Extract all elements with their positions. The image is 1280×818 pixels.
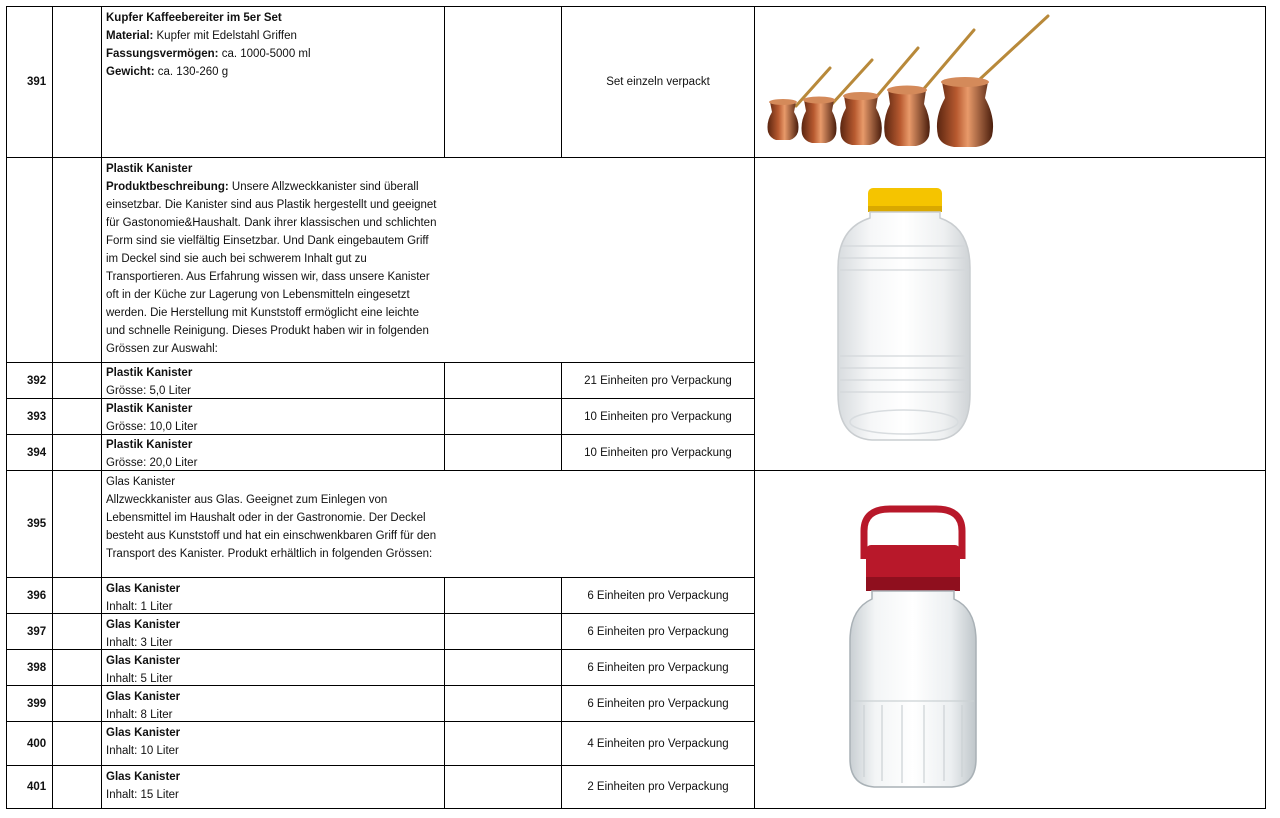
packaging-393: 10 Einheiten pro Verpackung [584, 410, 732, 423]
item-size: Inhalt: 10 Liter [106, 745, 179, 757]
plastic-canister-image [836, 186, 972, 442]
glass-canister-image [846, 505, 980, 789]
weight-label: Gewicht: [106, 66, 155, 78]
description-line: Lebensmittel im Haushalt oder in der Gastronomie. Der Deckel [106, 512, 426, 524]
weight-line [106, 63, 440, 81]
item-title: Glas Kanister [106, 655, 181, 667]
capacity-label: Fassungsvermögen: [106, 48, 219, 60]
item-number-396: 396 [27, 589, 47, 602]
item-number-398: 398 [27, 661, 47, 674]
item-title: Glas Kanister [106, 583, 181, 595]
item-number-394: 394 [27, 446, 47, 459]
item-description-399 [102, 686, 444, 721]
description-line: für Gastonomie&Haushalt. Dank ihrer klassischen und schlichten [106, 217, 437, 229]
packaging-392: 21 Einheiten pro Verpackung [584, 374, 732, 387]
item-title: Plastik Kanister [106, 439, 193, 451]
item-description-396 [102, 578, 444, 613]
plastic-kanister-intro [102, 158, 444, 362]
description-line: oft in der Küche zur Lagerung von Lebensmitteln eingesetzt [106, 289, 410, 301]
item-description-395 [102, 471, 444, 577]
packaging-400: 4 Einheiten pro Verpackung [587, 737, 729, 750]
material-label: Material: [106, 30, 154, 42]
packaging-399: 6 Einheiten pro Verpackung [587, 697, 729, 710]
item-description-397 [102, 614, 444, 649]
material-value: Kupfer mit Edelstahl Griffen [156, 30, 297, 42]
item-number-401: 401 [27, 781, 47, 793]
item-size: Inhalt: 15 Liter [106, 789, 179, 801]
item-number-395: 395 [27, 518, 47, 530]
description-line: werden. Die Herstellung mit Kunststoff ermöglicht eine leichte [106, 307, 419, 319]
item-size: Inhalt: 1 Liter [106, 601, 173, 613]
item-size: Inhalt: 5 Liter [106, 673, 173, 685]
item-description-393 [102, 398, 444, 434]
description-text: Unsere Allzweckkanister sind überall [231, 181, 419, 193]
description-line: Form sind sie vielfältig Einsetzbar. Und Dank eingebautem Griff [106, 235, 429, 247]
description-label: Produktbeschreibung: [106, 181, 229, 193]
item-size: Grösse: 20,0 Liter [106, 457, 198, 469]
item-title: Glas Kanister [106, 727, 181, 739]
item-title: Glas Kanister [106, 619, 181, 631]
packaging-394: 10 Einheiten pro Verpackung [584, 446, 732, 459]
item-description-394 [102, 434, 444, 470]
capacity-value: ca. 1000-5000 ml [221, 48, 311, 60]
item-size: Grösse: 10,0 Liter [106, 421, 198, 433]
item-number-400: 400 [27, 737, 47, 750]
weight-value: ca. 130-260 g [157, 66, 229, 78]
packaging-397: 6 Einheiten pro Verpackung [587, 625, 729, 638]
item-title: Plastik Kanister [106, 367, 193, 379]
item-number-397: 397 [27, 625, 47, 638]
item-description-392 [102, 362, 444, 398]
item-title: Plastik Kanister [106, 403, 193, 415]
description-line: Transport des Kanister. Produkt erhältlich in folgenden Grössen: [106, 548, 433, 560]
item-description-400 [102, 722, 444, 765]
item-description-401 [102, 766, 444, 808]
item-title: Kupfer Kaffeebereiter im 5er Set [106, 12, 282, 24]
description-line: und schnelle Reinigung. Dieses Produkt haben wir in folgenden [106, 325, 429, 337]
packaging-398: 6 Einheiten pro Verpackung [587, 661, 729, 674]
item-number-391: 391 [27, 76, 47, 88]
description-line: Transportieren. Aus Erfahrung wissen wir, dass unsere Kanister [106, 271, 430, 283]
packaging-401: 2 Einheiten pro Verpackung [587, 781, 729, 793]
item-title: Glas Kanister [106, 476, 176, 488]
description-line: einsetzbar. Die Kanister sind aus Plastik hergestellt und geeignet [106, 199, 437, 211]
item-description-398 [102, 650, 444, 685]
description-line: Grössen zur Auswahl: [106, 343, 218, 355]
item-title: Glas Kanister [106, 691, 181, 703]
description-line: im Deckel sind sie auch bei schwerem Inhalt gut zu [106, 253, 367, 265]
item-number-393: 393 [27, 410, 47, 423]
packaging-396: 6 Einheiten pro Verpackung [587, 589, 729, 602]
item-size: Inhalt: 8 Liter [106, 709, 173, 721]
item-title: Glas Kanister [106, 771, 181, 783]
item-size: Inhalt: 3 Liter [106, 637, 173, 649]
item-number-392: 392 [27, 374, 47, 387]
material-line [106, 27, 440, 45]
capacity-line [106, 45, 440, 63]
item-title: Plastik Kanister [106, 163, 193, 175]
description-line: besteht aus Kunststoff und hat ein einschwenkbaren Griff für den [106, 530, 437, 542]
item-description-391 [102, 7, 444, 157]
item-number-399: 399 [27, 697, 47, 710]
item-size: Grösse: 5,0 Liter [106, 385, 192, 397]
copper-coffee-pots-image [760, 10, 1060, 148]
packaging-391: Set einzeln verpackt [606, 76, 710, 88]
description-line: Allzweckkanister aus Glas. Geeignet zum Einlegen von [106, 494, 388, 506]
description-line-1 [106, 178, 440, 196]
